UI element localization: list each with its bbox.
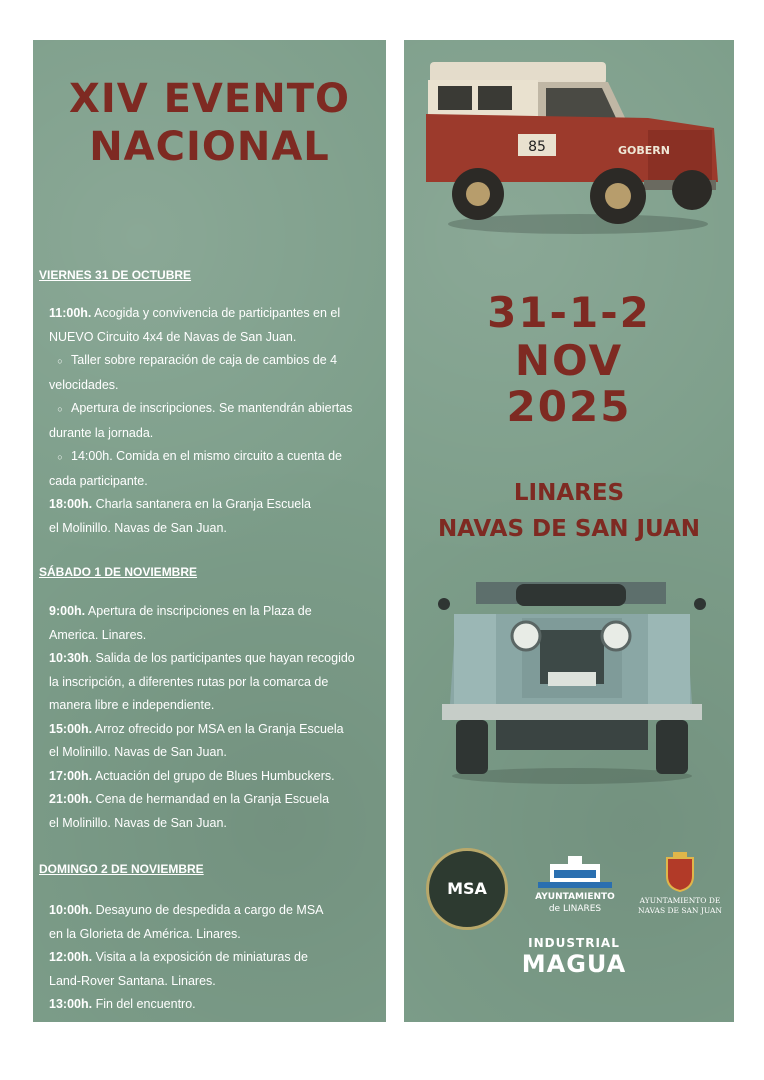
grey-land-rover-illustration <box>436 574 708 784</box>
schedule-time: 10:00h. <box>49 903 93 917</box>
day-heading-saturday: SÁBADO 1 DE NOVIEMBRE <box>39 565 198 579</box>
schedule-line <box>49 374 381 398</box>
navas-logo-line2: NAVAS DE SAN JUAN <box>638 906 722 915</box>
industrial-text: INDUSTRIAL <box>528 936 620 950</box>
schedule-line <box>49 493 381 517</box>
schedule-text: Actuación del grupo de Blues Humbuckers. <box>92 768 335 783</box>
schedule-line <box>49 302 381 326</box>
linares-building-icon <box>528 856 622 890</box>
schedule-text: 14:00h. Comida en el mismo circuito a cuenta de <box>71 449 342 463</box>
schedule-line <box>49 718 381 742</box>
schedule-time: 9:00h. <box>49 604 86 618</box>
schedule-text: manera libre e independiente. <box>49 698 215 712</box>
car-plate-number: 85 <box>528 139 546 155</box>
schedule-text: el Molinillo. Navas de San Juan. <box>49 815 227 830</box>
schedule-line <box>49 741 381 765</box>
schedule-line <box>49 470 381 494</box>
schedule-time: 10:30h <box>49 651 89 665</box>
schedule-text: Desayuno de despedida a cargo de MSA <box>92 903 324 917</box>
schedule-line <box>49 349 381 374</box>
event-date-days: 31-1-2 <box>487 288 651 337</box>
schedule-line <box>49 600 381 624</box>
schedule-text: NUEVO Circuito 4x4 de Navas de San Juan. <box>49 329 297 344</box>
schedule-text: Land-Rover Santana. Linares. <box>49 973 216 988</box>
schedule-line <box>49 899 381 923</box>
schedule-text: la inscripción, a diferentes rutas por la comarca de <box>49 674 329 689</box>
schedule-text: cada participante. <box>49 473 148 488</box>
msa-logo-text: MSA <box>447 879 487 898</box>
schedule-line <box>49 326 381 350</box>
schedule-line <box>49 671 381 695</box>
schedule-line <box>49 812 381 836</box>
schedule-text: durante la jornada. <box>49 425 154 440</box>
schedule-line <box>49 422 381 446</box>
schedule-text: Charla santanera en la Granja Escuela <box>92 497 311 511</box>
schedule-line <box>49 923 381 947</box>
schedule-text: Apertura de inscripciones. Se mantendrán abiertas <box>71 401 353 415</box>
schedule-friday <box>49 302 381 540</box>
event-title-line2: NACIONAL <box>89 124 330 170</box>
schedule-time: 17:00h. <box>49 768 93 783</box>
event-title-line1: XIV EVENTO <box>69 76 350 122</box>
schedule-time: 12:00h. <box>49 950 93 964</box>
linares-logo-line2: de LINARES <box>548 904 602 914</box>
magua-text: MAGUA <box>521 950 627 978</box>
schedule-line <box>49 397 381 422</box>
schedule-sunday <box>49 899 381 1017</box>
navas-council-logo <box>632 852 728 932</box>
schedule-text: Acogida y convivencia de participantes en el <box>91 306 341 320</box>
schedule-line <box>49 970 381 994</box>
red-land-rover-illustration <box>418 54 720 234</box>
schedule-line <box>49 788 381 812</box>
bullet-icon: ○ <box>57 404 63 414</box>
msa-logo <box>426 848 508 930</box>
place-navas: NAVAS DE SAN JUAN <box>437 516 701 542</box>
day-heading-sunday: DOMINGO 2 DE NOVIEMBRE <box>39 862 204 876</box>
schedule-text: America. Linares. <box>49 627 147 642</box>
schedule-text: velocidades. <box>49 377 119 392</box>
program-panel <box>33 40 386 1022</box>
schedule-line <box>49 517 381 541</box>
place-linares: LINARES <box>513 480 625 506</box>
schedule-time: 15:00h. <box>49 721 93 736</box>
schedule-text: Cena de hermandad en la Granja Escuela <box>92 792 330 806</box>
industrial-magua-logo <box>514 936 634 986</box>
schedule-text: Apertura de inscripciones en la Plaza de <box>85 604 312 618</box>
car-door-text: GOBERN <box>618 144 670 157</box>
schedule-text: el Molinillo. Navas de San Juan. <box>49 520 227 535</box>
schedule-line <box>49 765 381 789</box>
bullet-icon: ○ <box>57 356 63 366</box>
schedule-saturday <box>49 600 381 835</box>
schedule-text: Arroz ofrecido por MSA en la Granja Escuela <box>92 721 344 736</box>
schedule-text: Visita a la exposición de miniaturas de <box>92 950 308 964</box>
schedule-line <box>49 694 381 718</box>
schedule-line <box>49 647 381 671</box>
schedule-time: 21:00h. <box>49 792 93 806</box>
bullet-icon: ○ <box>57 452 63 462</box>
event-date-year: 2025 <box>506 382 632 431</box>
schedule-line <box>49 993 381 1017</box>
schedule-text: Fin del encuentro. <box>92 997 196 1011</box>
schedule-text: el Molinillo. Navas de San Juan. <box>49 745 227 759</box>
linares-logo-line1: AYUNTAMIENTO <box>535 892 615 902</box>
poster-panel <box>404 40 734 1022</box>
schedule-text: . Salida de los participantes que hayan recogido <box>88 651 355 665</box>
schedule-text: Taller sobre reparación de caja de cambios de 4 <box>71 353 338 367</box>
schedule-line <box>49 946 381 970</box>
schedule-line <box>49 445 381 470</box>
schedule-time: 11:00h. <box>49 306 92 320</box>
schedule-time: 18:00h. <box>49 497 93 511</box>
day-heading-friday: VIERNES 31 DE OCTUBRE <box>39 268 192 282</box>
event-date-month: NOV <box>514 336 624 385</box>
schedule-text: en la Glorieta de América. Linares. <box>49 926 241 941</box>
navas-logo-line1: AYUNTAMIENTO DE <box>639 896 721 905</box>
schedule-line <box>49 624 381 648</box>
linares-council-logo <box>528 856 622 926</box>
schedule-time: 13:00h. <box>49 997 93 1011</box>
navas-coat-of-arms-icon <box>665 852 695 892</box>
